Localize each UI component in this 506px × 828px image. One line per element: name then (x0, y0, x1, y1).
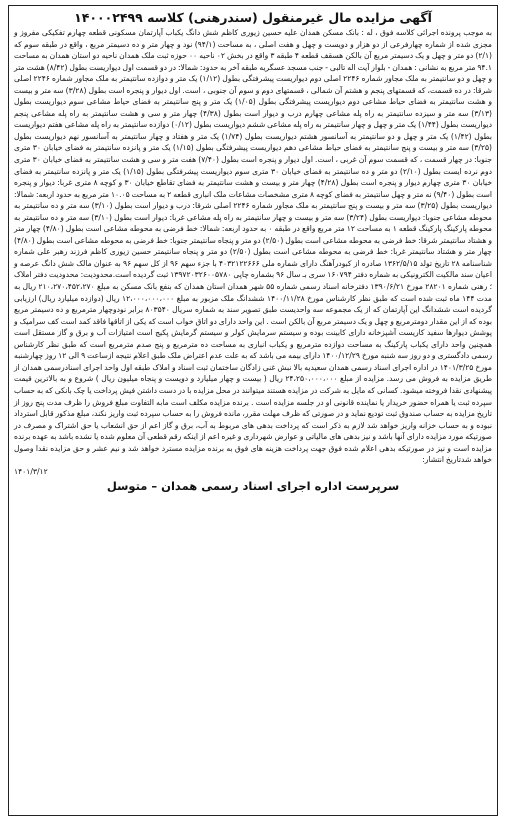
auction-notice (8, 5, 498, 816)
notice-title: آگهی مزایده مال غیرمنقول (سندرهنی) کلاسه ۱۴۰۰۰۲۴۹۹ (74, 10, 432, 25)
publication-date: ۱۴۰۱/۳/۱۲ (14, 466, 48, 476)
notice-body: به موجب پرونده اجرائی کلاسه فوق ، له : بانک مسکن همدان علیه حسین زیوری کاظم شش دانگ یکباب آپارتمان مسکونی قطعه چهارم تفکیکی مفروز و مجزی شده از شماره چهارفرعی از دو هزار و دویست و چهل و هفت اصلی ، به مساحت (۹۴/۱) نود و چهار متر و ده دسیمتر مربع ، واقع در طبقه سوم که (۲/۱) دو متر و چهل و یک دسیمتر مربع آن بالکن هسقف قطعه ۴ طبقه ۳ واقع در بخش ۰۲ ناحیه ۰۰ حوزه ثبت ملک همدان ناحیه دو استان همدان به مساحت ۹۴.۱ متر مربع به نشانی : همدان - بلوار آیت اله تالبی - جنب مسجد عسگریه طبقه آخر به حدود: شمالا: در دو قسمت اول دیواریست بطول (۸/۴۲) هشت متر و چهل و دو سانتیمتر به ملک مجاور شماره ۲۲۴۶ اصلی دوم دیواریست پیشرفتگی بطول (۱/۱۲) یک متر و دوازده سانتیمتر به ملک مجاور شماره ۲۲۴۶ اصلی شرقا: در ده قسمت، که قسمتهای پنجم و هشتم آن شمالی ، قسمتهای دوم و سوم آن جنوبی ، است. اول دیوار و پنجره است بطول (۳/۲۸) سه متر و بیست و هشت سانتیمتر به فضای حیاط مشاعی دوم دیواریست پیشرفتگی بطول (۱/۰۵) یک متر و پنج سانتیمتر به فضای حیاط مشاعی سوم دیواریست بطول (۳/۱۳) سه متر و سیزده سانتیمتر به راه پله مشاعی چهارم درب و دیوار است بطول (۴/۳۸) چهار متر و سی و هشت سانتیمتر به راه پله مشاعی پنجم دیواریست بطول (۱/۴۴) یک متر و چهل و چهار سانتیمتر به راه پله مشاعی ششم دیواریست بطول (۰/۱۲) دوازده سانتیمتر به راه پله مشاعی هفتم دیواریست بطول (۱/۴۲) یک متر و چهل و دو سانتیمتر به آسانسور هشتم دیواریست بطول (۱/۷۴) یک متر و هفتاد و چهار سانتیمتر به آسانسور نهم دیواریست بطول (۳/۲۵) سه متر و بیست و پنج سانتیمتر به فضای حیاط مشاعی دهم دیواریست پیشرفتگی بطول (۱/۱۵) یک متر و پانزده سانتیمتر به فضای خیابان ۳۰ متری جنوبا: در چهار قسمت ، که قسمت سوم آن غربی ، است. اول دیوار و پنجره است بطول (۷/۴۰) هفت متر و سی و هشت سانتیمتر به فضای خیابان ۳۰ متری دوم نرده ایست بطول (۲/۱۰) دو متر و ده سانتیمتر به فضای خیابان ۳۰ متری سوم دیواریست پیشرفتگی بطول (۱/۱۵) یک متر و پانزده سانتیمتر به فضای خیابان ۳۰ متری چهارم دیوار و پنجره است بطول (۴/۲۸) چهار متر و بیست و هشت سانتیمتر به فضای تقاطع خیابان ۳۰ و کوچه ۸ متری غربا: دیوار و پنجره است بطول (۹/۴۰) نه متر و چهل سانتیمتر به فضای کوچه ۸ متری مشخصات مشاعات ملک انباری قطعه ۲ به مساحت ۱۰.۰۵ متر مربع به حدود اربعه: شمالا: دیواریست بطول (۳/۲۵) سه متر و بیست و پنج سانتیمتر به ملک مجاور شماره ۲۲۴۶ اصلی شرقا: درب و دیوار است بطول (۳/۱۰) سه متر و ده سانتیمتر به محوطه مشاعی جنوبا: دیواریست بطول (۳/۲۴) سه متر و بیست و چهار سانتیمتر به راه پله مشاعی غربا: دیوار است بطول (۳/۱۰) سه متر و ده سانتیمتر به محوطه پارکینگ پارکینگ قطعه ۱ به مساحت ۱۲ متر مربع واقع در طبقه ۰ به حدود اربعه: شمالا: خط فرضی به محوطه مشاعی است بطول (۴/۸۰) چهار متر و هشتاد سانتیمتر شرقا: خط فرضی به محوطه مشاعی است بطول (۲/۵۰) دو متر و پنجاه سانتیمتر جنوبا: خط فرضی به محوطه مشاعی است بطول (۴/۸۰) چهار متر و هشتاد سانتیمتر غربا: خط فرضی به محوطه مشاعی است بطول (۲/۵۰) دو متر و پنجاه سانتیمتر حسین زیوری کاظم فرزند رهبر علی شماره شناسنامه ۲۸ تاریخ تولد ۱۳۶۲/۵/۱۵ صادره از کبودرآهنگ دارای شماره ملی ۴۰۳۲۱۲۲۶۶۶ با جزء سهم ۹۶ از کل سهم ۹۶ به عنوان مالک شش دانگ عرصه و اعیان سند مالکیت الکترونیکی به شماره دفتر ۱۶۰۷۹۴ سری بـ سال ۹۶ بشماره چاپی ۱۳۹۷۲۰۳۲۶۰۰۵۷۸۰ ثبت گردیده است.محدودیت: محدودیت دفتر املاک ؛ رهنی شماره ۲۸۲۰۱ مورخ ۱۳۹۰/۶/۲۱ دفترخانه اسناد رسمی شماره ۵۵ شهر همدان استان همدان که بنفع بانک مسکن به مبلغ ۲۱۰،۲۷۰،۴۵۲،۲۷۰ ریال به مدت ۱۴۴ ماه ثبت شده است که طبق نظر کارشناس مورخ ۱۴۰۰/۱۱/۲۸ ششدانگ ملک مزبور به مبلغ ۱۲،۰۰۰،۰۰۰،۰۰۰ ریال (دوازده میلیارد ریال) ارزیابی گردیده است ششدانگ این آپارتمان که از یک مجموعه سه واحدیست طبق تصویر سند به شماره سریال ۸۰۳۵۴۰ برابر نودوچهار مترمربع و ده دسیمتر مربع بوده که از این مقدار دومترمربع و چهل و یک دسیمتر مربع آن بالکن است . این واحد دارای دو اتاق خواب است که یکی از اتاقها فاقد کمد است کف سرامیک و پوشش دیوارها سفید کاریست آشپزخانه دارای کابینت بوده و سیستم سرمایش کولر و سیستم گرمایش پکیج است امتیازات آب و برق و گاز مستقل است همچنین واحد دارای یکباب پارکینگ به مساحت دوازده مترمربع و یکباب انباری به مساحت ده مترمربع و پنج صدم مترمربع است که طبق نظر کارشناس رسمی دادگستری و دو روز سه شنبه مورخ ۱۴۰۰/۱۲/۲۹ دارای بیمه می باشد که به علت عدم اعتراض ملک طبق اعلام نتیجه ازساعت ۹ الی ۱۲ روز چهارشنبه مورخ ۱۴۰۱/۳/۲۵ در اداره اجرای اسناد رسمی همدان سعیدیه بالا نبش غنی زادگان ساختمان ثبت اسناد و املاک طبقه اول واحد اجرای اسنادرسمی همدان از طریق مزایده به فروش می رسد. مزایده از مبلغ ۲۴،۲۵۰،۰۰۰،۰۰۰ ریال ( بیست و چهار میلیارد و دویست و پنجاه میلیون ریال ) شروع و به بالاترین قیمت پیشنهادی نقدا فروخته میشود. کسانی که مایل به شرکت در مزایده هستند میتوانند در محل مزایده با در دست داشتن فیش پرداخت یا چک بانکی که به حساب سپرده ثبت یا همراه حضور خریدار یا نماینده قانونی او در جلسه مزایده است . برنده مزایده مکلف است مابه التفاوت مبلغ فروش را ظرف مدت پنج روز از تاریخ مزایده به حساب صندوق ثبت تودیع نماید و در صورتی که ظرف مهلت مقرر، مانده فروش را به حساب سپرده ثبت واریز نکند، مبلغ مذکور قابل استرداد نبوده و به حساب خزانه واریز خواهد شد لازم به ذکر است که پرداخت بدهی های مربوط به آب، برق و گاز اعم از حق انشعاب یا حق اشتراک و مصرف در صورتیکه مورد مزایده دارای آنها باشد و نیز بدهی های مالیاتی و عوارض شهرداری و غیره اعم از اینکه رقم قطعی آن معلوم شده یا نشده باشد به عهده برنده مزایده است و نیز در صورتیکه بدهی اعلام شده فوق جهت پرداخت هزینه های فوق به برنده مزایده مسترد خواهد شد و نیم عشر و حق مزایده نقدا وصول خواهد شدتاریخ انتشار: (14, 28, 493, 465)
notice-signature: سرپرست اداره اجرای اسناد رسمی همدان – متوسل (106, 478, 400, 493)
